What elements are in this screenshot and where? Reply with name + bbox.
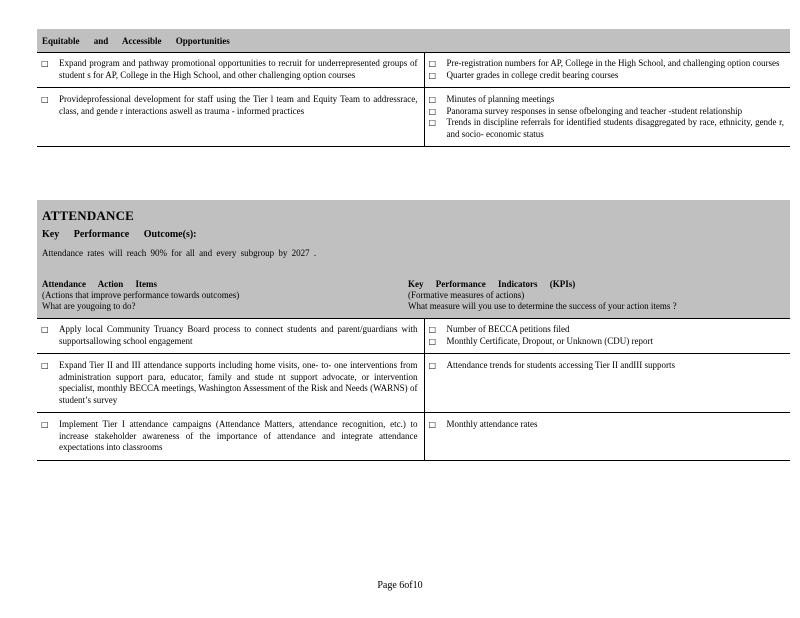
equity-table: [37, 52, 790, 147]
bullet-square-icon: □: [41, 95, 49, 104]
kpi-item: Attendance trends for students accessing Tier II andIII supports: [446, 360, 675, 370]
action-heading: Attendance Action Items: [42, 279, 157, 289]
kpi-item: Trends in discipline referrals for identified students disaggregated by race, ethnicity, gende r, and socio- economic status: [446, 117, 784, 139]
kpi-heading: Key Performance Indicators (KPIs): [408, 279, 576, 289]
kpi-item: Minutes of planning meetings: [446, 94, 555, 104]
kpi-question: What measure will you use to determine the success of your action items ?: [408, 301, 677, 311]
kpi-column-header: [408, 279, 677, 312]
bullet-square-icon: □: [428, 420, 437, 429]
kpi-cell: [424, 318, 790, 354]
kpi-cell: [424, 413, 790, 461]
action-item: Provideprofessional development for staff using the Tier l team and Equity Team to addressrace, class, and gende r interactions aswell as trauma - informed practices: [59, 94, 418, 116]
kpi-item: Number of BECCA petitions filed: [446, 324, 570, 334]
outcome-goal: Attendance rates will reach 90% for all and every subgroup by 2027 .: [42, 248, 317, 258]
bullet-square-icon: □: [428, 70, 437, 80]
action-item: Apply local Community Truancy Board process to connect students and parent/guardians with supportsallowing school engagement: [59, 324, 418, 346]
bullet-square-icon: □: [428, 118, 437, 127]
bullet-square-icon: □: [428, 361, 437, 370]
attendance-table: [37, 318, 790, 461]
bullet-square-icon: □: [428, 336, 437, 346]
bullet-square-icon: □: [41, 420, 49, 429]
action-item: Expand Tier II and III attendance supports including home visits, one- to- one interventions from administration support para, educator, family and stude nt support advocate, or intervention specialist, monthly BECCA meetings, Washington Assessment of the Risk and Needs (WARNS) of student’s survey: [59, 360, 418, 405]
action-item: Implement Tier I attendance campaigns (Attendance Matters, attendance recognition, etc.) to increase stakeholder awareness of the importance of attendance and integrate attendance expectations into classrooms: [59, 419, 418, 452]
bullet-square-icon: □: [41, 59, 49, 68]
action-cell: [37, 354, 424, 413]
action-subheading: (Actions that improve performance towards outcomes): [42, 290, 240, 300]
table-row: [37, 88, 790, 147]
section-title: ATTENDANCE: [42, 208, 135, 223]
kpi-subheading: (Formative measures of actions): [408, 290, 525, 300]
action-cell: [37, 52, 424, 88]
kpi-item: Quarter grades in college credit bearing courses: [446, 69, 619, 80]
kpi-cell: [424, 354, 790, 413]
table-row: [37, 318, 790, 354]
action-column-header: [42, 279, 239, 312]
kpi-cell: [424, 52, 790, 88]
equity-header-bar: [37, 29, 790, 53]
table-row: [37, 354, 790, 413]
kpi-item: Monthly attendance rates: [446, 419, 538, 429]
action-item: Expand program and pathway promotional opportunities to recruit for underrepresented groups of student s for AP, College in the High School, and other challenging option courses: [59, 58, 418, 80]
page-number: Page 6of10: [377, 580, 423, 591]
action-cell: [37, 413, 424, 461]
bullet-square-icon: □: [428, 59, 437, 68]
table-row: [37, 52, 790, 88]
action-cell: [37, 88, 424, 147]
table-row: [37, 413, 790, 461]
kpi-cell: [424, 88, 790, 147]
kpi-item: Panorama survey responses in sense ofbelonging and teacher -student relationship: [446, 105, 743, 116]
action-question: What are yougoing to do?: [42, 301, 136, 311]
kpi-item: Pre-registration numbers for AP, College in the High School, and challenging option courses: [446, 58, 780, 68]
bullet-square-icon: □: [428, 106, 437, 116]
bullet-square-icon: □: [428, 95, 437, 104]
equity-header: Equitable and Accessible Opportunities: [42, 36, 230, 46]
kpo-label: Key Performance Outcome(s):: [42, 229, 197, 240]
action-cell: [37, 318, 424, 354]
kpi-item: Monthly Certificate, Dropout, or Unknown (CDU) report: [446, 335, 653, 346]
attendance-header-block: [37, 200, 790, 319]
bullet-square-icon: □: [41, 361, 49, 370]
bullet-square-icon: □: [41, 325, 49, 334]
bullet-square-icon: □: [428, 325, 437, 334]
